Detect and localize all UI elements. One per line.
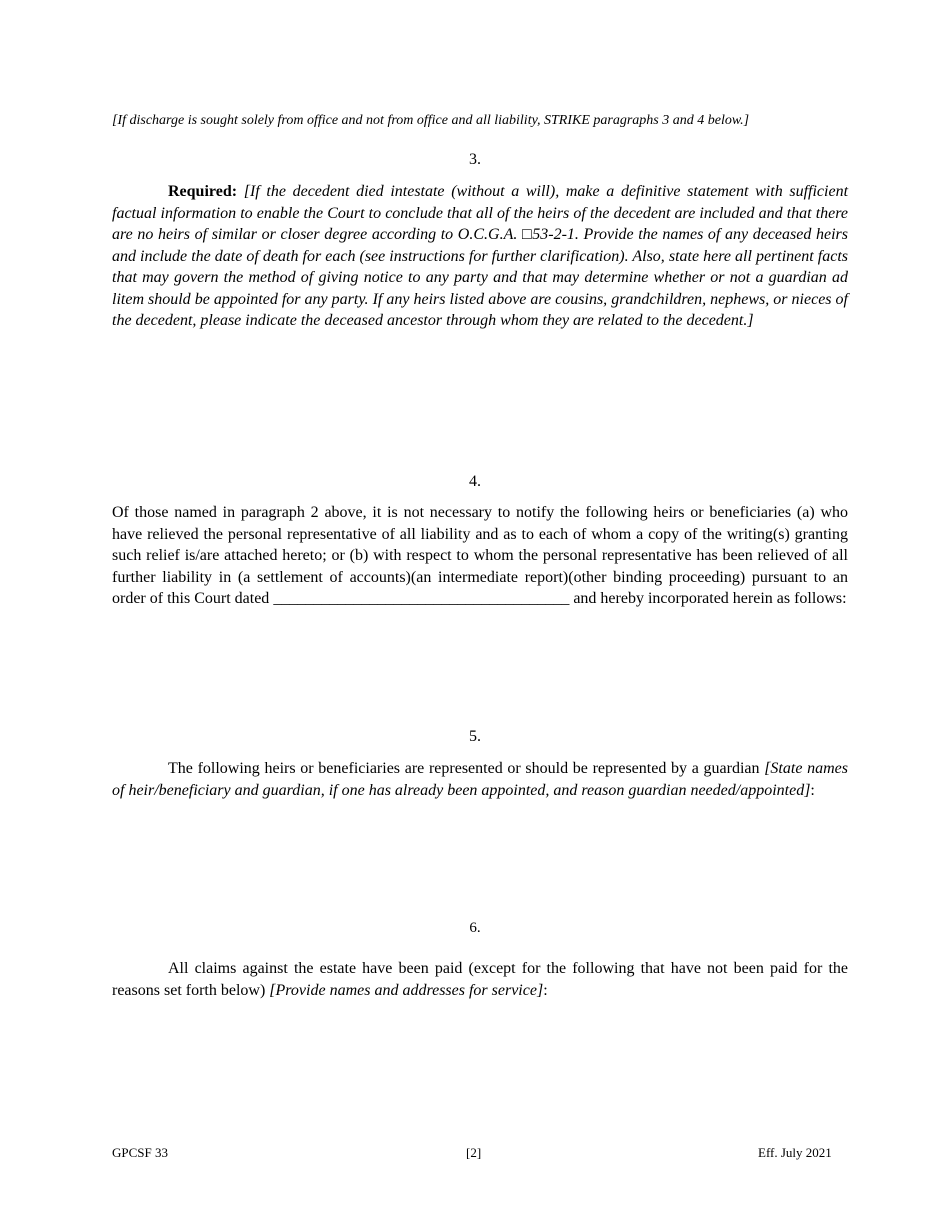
- section-5-instructions: [State names of heir/beneficiary and guardian, if one has already been appointed, and reason guardian needed/appointed]: [112, 760, 849, 799]
- section-5-number: 5.: [469, 728, 481, 745]
- dated-label: dated: [234, 590, 270, 607]
- section-5-colon: :: [810, 781, 815, 799]
- section-6-number: 6.: [469, 920, 481, 936]
- section-6-text: All claims against the estate have been paid (except for the following that have not been paid for the reasons set forth below): [112, 960, 848, 999]
- section-5-paragraph: [112, 758, 848, 801]
- section-4-number: 4.: [469, 473, 481, 490]
- section-6-instructions: [Provide names and addresses for service]: [269, 981, 544, 999]
- section-4-paragraph: [112, 502, 848, 610]
- strike-instruction-note: [If discharge is sought solely from office and not from office and all liability, STRIKE paragraphs 3 and 4 below.]: [112, 113, 750, 128]
- date-blank-line[interactable]: _____________________________________: [273, 590, 570, 607]
- footer-effective-date: Eff. July 2021: [758, 1145, 832, 1160]
- section-3-number: 3.: [469, 151, 481, 168]
- section-3-instructions: [If the decedent died intestate (without a will), make a definitive statement with sufficient factual information to enable the Court to conclude that all of the heirs of the decedent are included and that there are no heirs of similar or closer degree according to O.C.G.A. □53-2-1. Provide the names of any deceased heirs and include the date of death for each (see instructions for further clarification). Also, state here all pertinent facts that may govern the method of giving notice to any party and that may determine whether or not a guardian ad litem should be appointed for any party. If any heirs listed above are cousins, grandchildren, nephews, or nieces of the decedent, please indicate the deceased ancestor through whom they are related to the decedent.]: [112, 183, 849, 329]
- section-5-text: The following heirs or beneficiaries are represented or should be represented by a guardian: [168, 760, 760, 777]
- section-6-paragraph: [112, 958, 848, 1001]
- section-4-tail: and hereby incorporated herein as follows:: [573, 590, 847, 607]
- required-label: Required:: [168, 183, 238, 200]
- section-3-paragraph: [112, 181, 848, 332]
- footer-page-number: [2]: [466, 1145, 482, 1160]
- section-6-colon: :: [543, 981, 548, 999]
- footer-form-id: GPCSF 33: [112, 1145, 168, 1160]
- section-4-text: Of those named in paragraph 2 above, it is not necessary to notify the following heirs or beneficiaries (a) who have relieved the personal representative of all liability and as to each of whom a copy of the writing(s) granting such relief is/are attached hereto; or (b) with respect to whom the personal representative has been relieved of all further liability in (a settlement of accounts)(an intermediate report)(other binding proceeding) pursuant to an order of this Court: [112, 504, 848, 607]
